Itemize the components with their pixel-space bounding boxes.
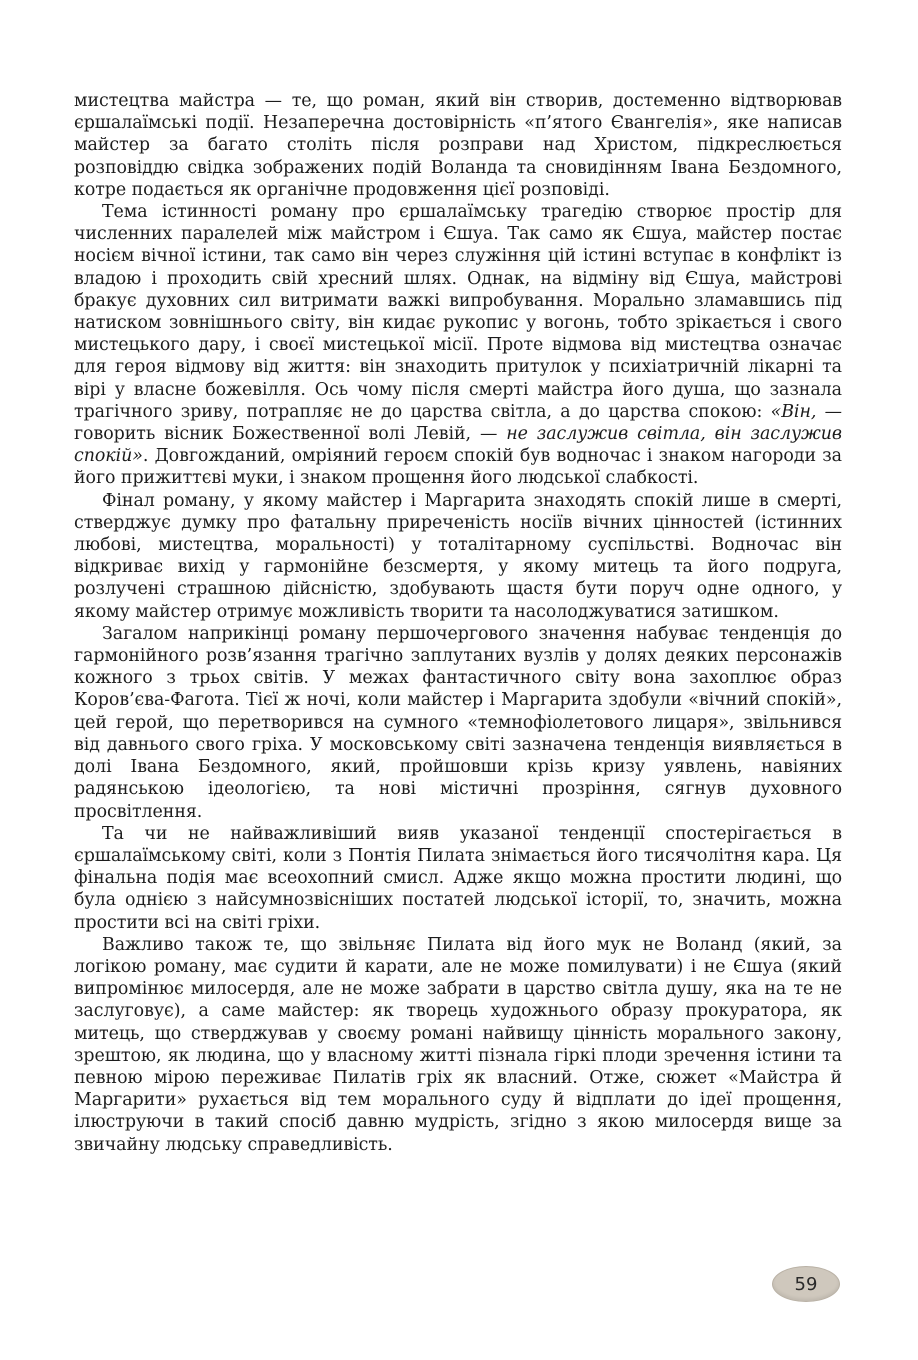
paragraph-6: Важливо також те, що звільняє Пилата від його мук не Воланд (який, за логікою роману, має судити й карати, але не може помилувати) і не Єшуа (який випромінює милосердя, але не може забрати в царство світла душу, яка на те не заслуговує), а саме майстер: як творець художнього образу прокуратора, як митець, що стверджував у своєму романі найвищу цінність морального закону, зрештою, як людина, що у власному житті пізнала гіркі плоди зречення істини та певною мірою переживає Пилатів гріх як власний. Отже, сюжет «Майстра й Маргарити» рухається від тем морального суду й відплати до ідеї прощення, ілюструючи в такий спосіб давню мудрість, згідно з якою милосердя вище за звичайну людську справедливість.	[74, 934, 842, 1155]
paragraph-2-text: Тема істинності роману про єршалаїмську трагедію створює простір для численних паралелей між майстром і Єшуа. Так само як Єшуа, майстер постає носієм вічної істини, так само він через служіння цій істині вступає в конфлікт із владою і проходить свій хресний шлях. Однак, на відміну від Єшуа, майстрові бракує духовних сил витримати важкі випробування. Морально зламавшись під натиском зовнішнього світу, він кидає рукопис у вогонь, тобто зрікається і свого мистецького дару, і своєї мистецької місії. Проте відмова від мистецтва означає для героя відмову від життя: він знаходить притулок у психіатричній лікарні та вірі у власне божевілля. Ось чому після смерті майстра його душа, що зазнала трагічного зриву, потрапляє не до царства світла, а до царства спокою:	[74, 202, 842, 422]
quote-middle: говорить вісник Божественної волі Левій, —	[74, 424, 507, 445]
page-number: 59	[794, 1273, 818, 1295]
quote-part-2: не заслужив світла, він заслужив спокій»	[74, 424, 842, 467]
paragraph-1: мистецтва майстра — те, що роман, який він створив, достеменно відтворював єршалаїмські події. Незаперечна достовірність «п’ятого Євангелія», яке написав майстер за багато століть після розправи над Христом, підкреслюється розповіддю свідка зображених подій Воланда та сновидінням Івана Бездомного, котре подається як органічне продовження цієї розповіді.	[74, 91, 842, 200]
quote-part-1: «Він, —	[770, 401, 842, 422]
page-number-badge	[772, 1266, 840, 1302]
paragraph-5: Та чи не найважливіший вияв указаної тенденції спостерігається в єршалаїмському світі, коли з Понтія Пилата знімається його тисячолітня кара. Ця фінальна подія має всеохопний смисл. Адже якщо можна простити людині, що була однією з найсумнозвісніших постатей людської історії, то, значить, можна простити всі на світі гріхи.	[74, 823, 842, 933]
paragraph-2	[74, 201, 842, 490]
paragraph-3: Фінал роману, у якому майстер і Маргарита знаходять спокій лише в смерті, стверджує думку про фатальну приреченість носіїв вічних цінностей (істинних любові, мистецтва, моральності) у тоталітарному суспільстві. Водночас він відкриває вихід у гармонійне безсмертя, у якому митець та його подруга, розлучені страшною дійсністю, здобувають щастя бути поруч одне одного, у якому майстер отримує можливість творити та насолоджуватися затишком.	[74, 490, 842, 622]
paragraph-4: Загалом наприкінці роману першочергового значення набуває тенденція до гармонійного розв’язання трагічно заплутаних вузлів у долях деяких персонажів кожного з трьох світів. У межах фантастичного світу вона захоплює образ Коров’єва-Фагота. Тієї ж ночі, коли майстер і Маргарита здобули «вічний спокій», цей герой, що перетворився на сумного «темнофіолетового лицаря», звільнився від давнього свого гріха. У московському світі зазначена тенденція виявляється в долі Івана Бездомного, який, пройшовши крізь кризу уявлень, навіяних радянською ідеологією, та нові містичні прозріння, сягнув духовного просвітлення.	[74, 623, 842, 822]
page-body	[74, 90, 842, 1156]
paragraph-2-tail: . Довгожданий, омріяний героєм спокій був водночас і знаком нагороди за його прижиттєві муки, і знаком прощення його людської слабкості.	[74, 446, 842, 489]
